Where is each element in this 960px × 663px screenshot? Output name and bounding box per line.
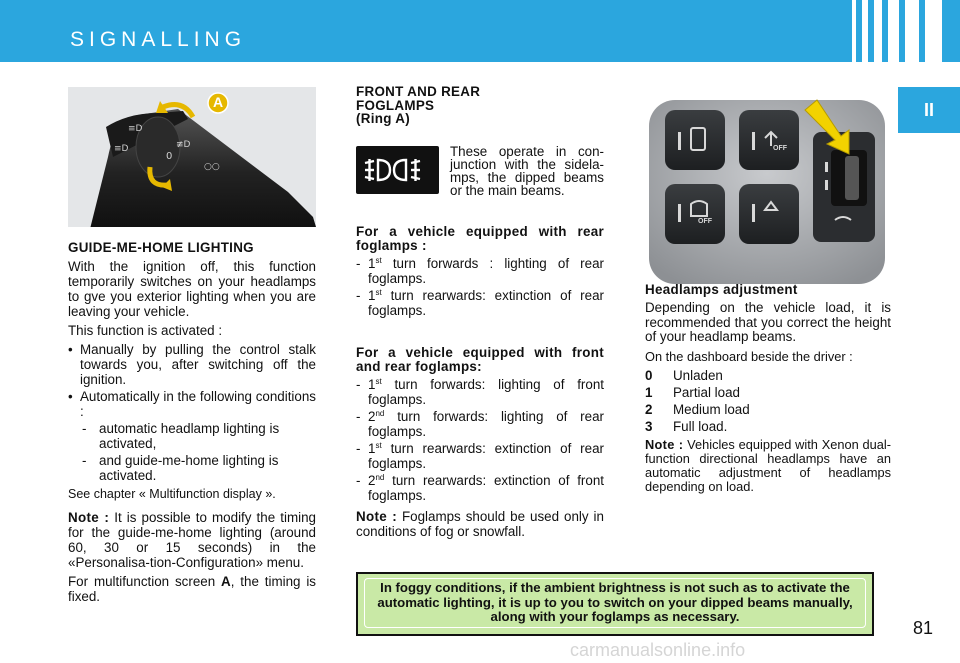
- control-stalk-illustration: [68, 87, 316, 227]
- paragraph: With the ignition off, this function temporarily switches on your headlamps to gve you exterior lighting when you are leaving your vehicle.: [68, 259, 316, 319]
- foglamps-heading: [356, 85, 604, 126]
- xenon-note: [645, 438, 891, 494]
- note-text: It is possible to modify the timing for the guide-me-home lighting (around 60, 30 or 15 seconds) in the «Personalisa-tion-Configuration» menu.: [68, 510, 316, 570]
- front-rear-foglamps-heading: For a vehicle equipped with front and rear foglamps:: [356, 345, 604, 374]
- intro-text: These operate in con-junction with the sidela-mps, the dipped beams or the main beams.: [450, 144, 604, 198]
- load-setting-value: Unladen: [673, 367, 723, 383]
- list-text: 1st turn forwards: lighting of front foglamps.: [368, 377, 604, 407]
- fog-warning-text: In foggy conditions, if the ambient brightness is not such as to activate the automatic lighting, it is up to you to switch on your dipped beams manually, along with your foglamps as necessary.: [364, 578, 866, 628]
- load-setting-row: [645, 402, 891, 417]
- foglamp-icon: [362, 155, 434, 185]
- note-label: Note :: [356, 509, 397, 524]
- list-item: - 1st turn rearwards: extinction of rear foglamps.: [356, 441, 604, 471]
- list-text: 2nd turn rearwards: extinction of front foglamps.: [368, 473, 604, 503]
- sub-bullet-text: automatic headlamp lighting is activated,: [99, 421, 280, 451]
- guide-me-home-note: [68, 510, 316, 570]
- heading-line: FOGLAMPS: [356, 97, 435, 113]
- foglamps-note: [356, 509, 604, 539]
- stripe: [862, 0, 868, 62]
- load-setting-value: Partial load: [673, 384, 740, 400]
- stripe: [852, 0, 856, 62]
- header-stripes: [852, 0, 942, 62]
- list-item: - 2nd turn forwards: lighting of rear foglamps.: [356, 409, 604, 439]
- site-watermark: carmanualsonline.info: [570, 640, 746, 660]
- bullet-item: • Automatically in the following conditions :: [68, 389, 316, 419]
- page-title: SIGNALLING: [70, 28, 247, 51]
- note-label: Note :: [68, 510, 110, 525]
- stripe: [888, 0, 899, 62]
- sub-bullet-item: - and guide-me-home lighting is activated.: [68, 453, 316, 483]
- page-header: [0, 0, 960, 62]
- multifunction-text: , the timing is fixed.: [68, 574, 316, 604]
- note-text: Vehicles equipped with Xenon dual-function directional headlamps have an automatic adjustment of headlamps depending on load.: [645, 436, 891, 494]
- bullet-text: Manually by pulling the control stalk towards you, after switching off the ignition.: [80, 342, 316, 387]
- panel-off-label: OFF: [698, 218, 712, 225]
- note-text: Foglamps should be used only in conditions of fog or snowfall.: [356, 509, 604, 539]
- sub-bullet-text: and guide-me-home lighting is activated.: [99, 453, 279, 483]
- stripe: [925, 0, 942, 62]
- control-stalk-photo: [68, 87, 316, 227]
- list-item: - 2nd turn rearwards: extinction of front foglamps.: [356, 473, 604, 503]
- middle-column: [356, 85, 604, 126]
- list-item: - 1st turn rearwards: extinction of rear foglamps.: [356, 288, 604, 318]
- bullet-text: Automatically in the following conditions :: [80, 389, 316, 419]
- list-item: - 1st turn forwards : lighting of rear foglamps.: [356, 256, 604, 286]
- rear-foglamps-heading: For a vehicle equipped with rear foglamps :: [356, 224, 604, 253]
- load-setting-key: 3: [645, 418, 653, 434]
- list-text: 2nd turn forwards: lighting of rear foglamps.: [368, 409, 604, 439]
- bullet-item: • Manually by pulling the control stalk towards you, after switching off the ignition.: [68, 342, 316, 387]
- list-text: 1st turn rearwards: extinction of rear foglamps.: [368, 441, 604, 471]
- load-setting-key: 2: [645, 401, 653, 417]
- switch-panel-illustration: [645, 92, 889, 288]
- page-number: 81: [913, 618, 934, 638]
- load-setting-row: [645, 368, 891, 383]
- ring-a-label: A: [212, 94, 224, 110]
- load-setting-value: Medium load: [673, 401, 750, 417]
- note-label: Note :: [645, 436, 684, 452]
- svg-text:≢D: ≢D: [176, 140, 191, 150]
- svg-text:≡D: ≡D: [114, 144, 129, 154]
- panel-off-label: OFF: [773, 145, 787, 152]
- guide-me-home-heading: GUIDE-ME-HOME LIGHTING: [68, 240, 254, 255]
- list-item: - 1st turn forwards: lighting of front foglamps.: [356, 377, 604, 407]
- load-setting-row: [645, 419, 891, 434]
- multifunction-text: For multifunction screen: [68, 574, 216, 589]
- middle-column-body: [356, 225, 604, 543]
- load-setting-value: Full load.: [673, 418, 728, 434]
- heading-line: (Ring A): [356, 111, 410, 126]
- stripe: [874, 0, 882, 62]
- multifunction-screen-letter: A: [221, 574, 231, 589]
- list-text: 1st turn forwards : lighting of rear foglamps.: [368, 256, 604, 286]
- load-setting-key: 0: [645, 367, 653, 383]
- fog-warning-box: [356, 572, 874, 636]
- svg-text:≡D: ≡D: [128, 124, 143, 134]
- load-setting-key: 1: [645, 384, 653, 400]
- dashboard-switch-panel-photo: [645, 92, 889, 288]
- paragraph: Depending on the vehicle load, it is recommended that you correct the height of your headlamp beams.: [645, 300, 891, 344]
- section-tab: II: [898, 87, 960, 133]
- right-column: [645, 282, 891, 498]
- load-setting-row: [645, 385, 891, 400]
- left-column: [68, 240, 316, 608]
- list-text: 1st turn rearwards: extinction of rear foglamps.: [368, 288, 604, 318]
- foglamp-symbol-box: [356, 146, 439, 194]
- sub-bullet-item: - automatic headlamp lighting is activated,: [68, 421, 316, 451]
- svg-text:0: 0: [166, 151, 173, 162]
- stripe: [905, 0, 919, 62]
- paragraph: On the dashboard beside the driver :: [645, 348, 853, 364]
- see-chapter-note: See chapter « Multifunction display ».: [68, 487, 276, 501]
- foglamp-intro: [450, 145, 604, 201]
- paragraph: This function is activated :: [68, 323, 223, 338]
- heading-line: FRONT AND REAR: [356, 84, 481, 99]
- multifunction-note: [68, 574, 316, 604]
- headlamps-adjustment-heading: Headlamps adjustment: [645, 282, 798, 297]
- svg-text:○○: ○○: [204, 162, 220, 172]
